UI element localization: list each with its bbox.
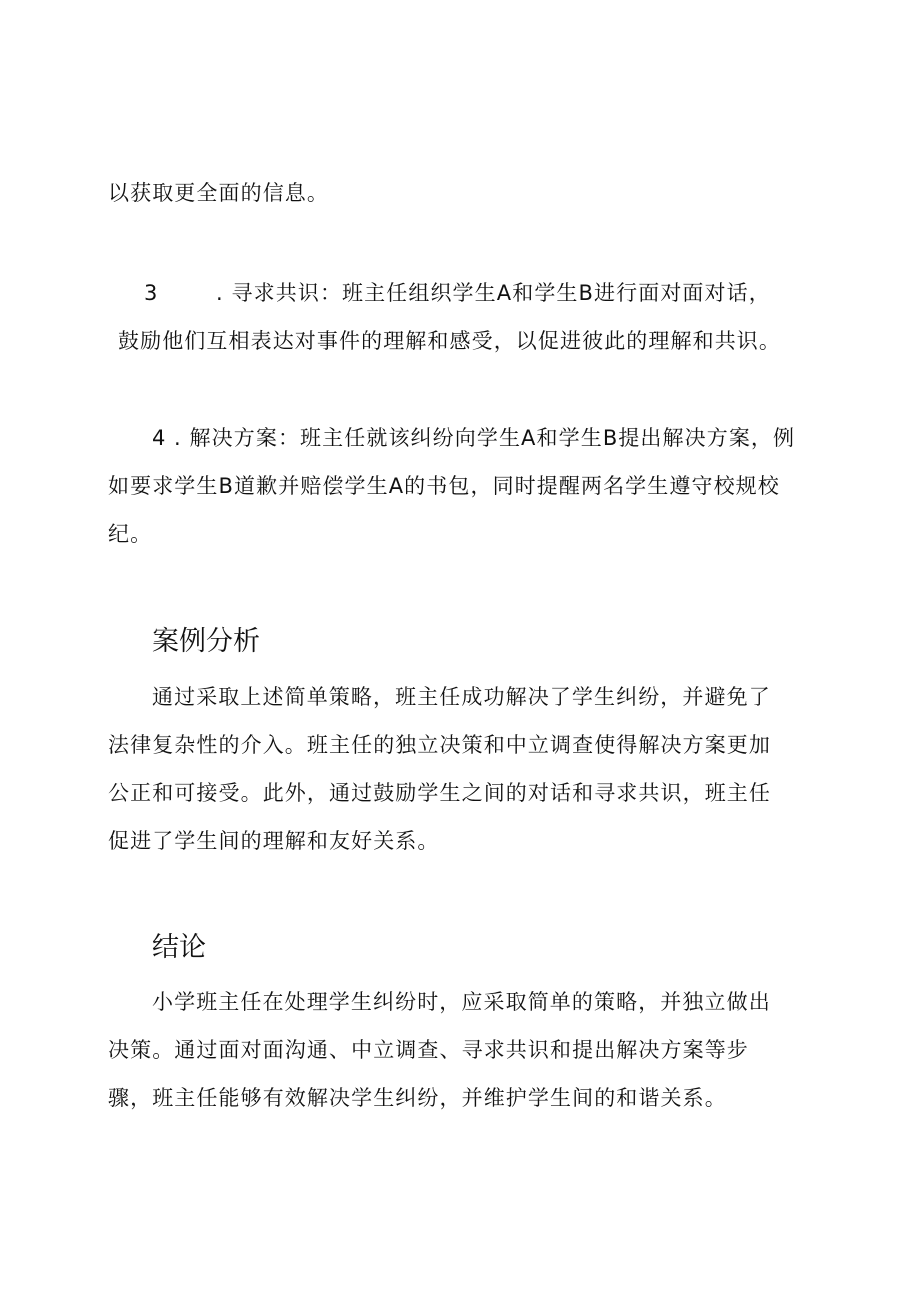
list-item-3-number: 3 [144, 281, 159, 305]
list-item-3-text: . 寻求共识：班主任组织学生A和学生B进行面对面对话， [216, 281, 771, 305]
analysis-line-1: 通过采取上述简单策略，班主任成功解决了学生纠纷，并避免了 [152, 685, 771, 709]
continuation-text: 以获取更全面的信息。 [108, 181, 329, 205]
list-item-4-line-3: 纪。 [108, 522, 153, 546]
conclusion-line-3: 骤，班主任能够有效解决学生纠纷，并维护学生间的和谐关系。 [108, 1086, 727, 1110]
analysis-line-3: 公正和可接受。此外，通过鼓励学生之间的对话和寻求共识，班主任 [108, 781, 771, 805]
conclusion-line-2: 决策。通过面对面沟通、中立调查、寻求共识和提出解决方案等步 [108, 1038, 749, 1062]
list-item-4-line-2: 如要求学生B道歉并赔偿学生A的书包，同时提醒两名学生遵守校规校 [108, 474, 780, 498]
list-item-4-text: . 解决方案：班主任就该纠纷向学生A和学生B提出解决方案，例 [174, 426, 796, 450]
list-item-4-line-1 [152, 423, 795, 453]
list-item-3-line-1 [144, 278, 771, 308]
list-item-4-number: 4 [152, 426, 167, 450]
conclusion-line-1: 小学班主任在处理学生纠纷时，应采取简单的策略，并独立做出 [152, 990, 771, 1014]
analysis-line-2: 法律复杂性的介入。班主任的独立决策和中立调查使得解决方案更加 [108, 733, 771, 757]
analysis-line-4: 促进了学生间的理解和友好关系。 [108, 829, 440, 853]
list-item-3-line-2: 鼓励他们互相表达对事件的理解和感受，以促进彼此的理解和共识。 [118, 329, 781, 353]
conclusion-heading: 结论 [152, 932, 206, 963]
analysis-heading: 案例分析 [152, 626, 260, 657]
